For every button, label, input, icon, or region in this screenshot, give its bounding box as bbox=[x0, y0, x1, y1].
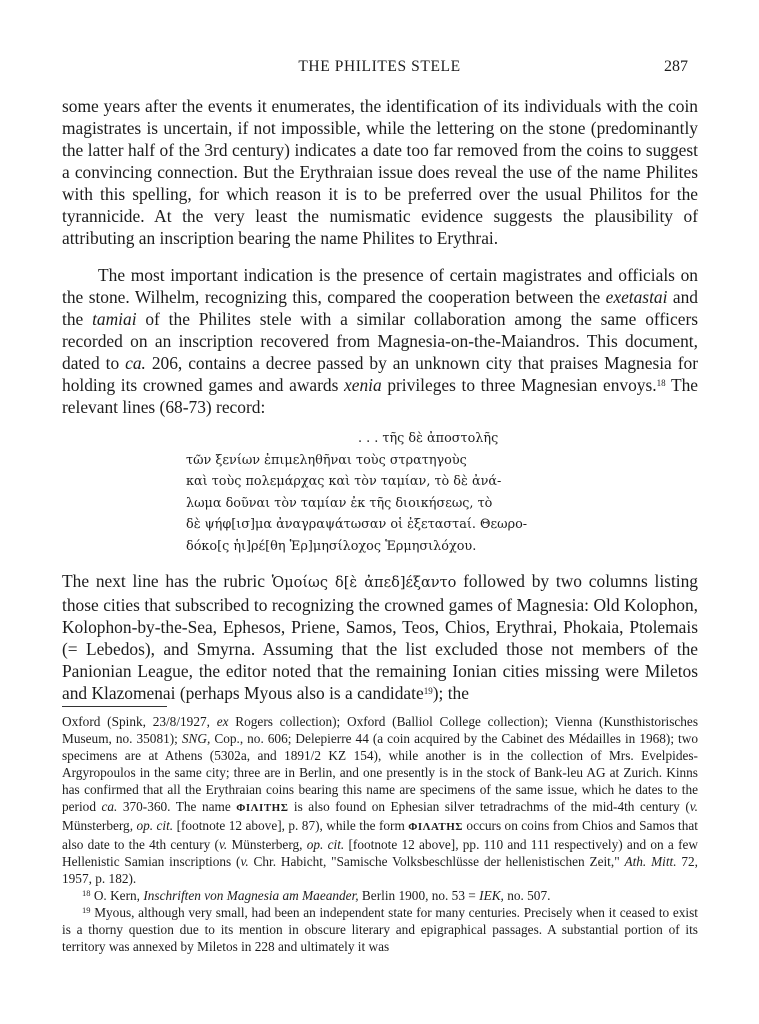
note-italic: op. cit. bbox=[306, 837, 345, 852]
paragraph-1 bbox=[62, 95, 698, 249]
note-text: Berlin 1900, no. 53 = bbox=[358, 888, 480, 903]
footnote-number: 19 bbox=[82, 905, 91, 915]
note-text: Myous, although very small, had been an independent state for many centuries. Precisely when it ceased to exist is a thorny question due to its mention in obscure literary and epigraphical passages. A substantial portion of its territory was annexed by Miletos in 228 and ultimately it was bbox=[62, 905, 698, 954]
note-text: Münsterberg, bbox=[227, 837, 307, 852]
note-italic: IEK, bbox=[479, 888, 504, 903]
footnotes bbox=[62, 713, 698, 955]
greek-inscription-quote bbox=[186, 428, 566, 557]
term-xenia: xenia bbox=[344, 375, 382, 395]
para3-text-c: ); the bbox=[432, 683, 469, 703]
quote-line: τῶν ξενίων ἐπιμεληθῆναι τοὺς στρατηγοὺς bbox=[186, 452, 467, 468]
note-text: no. 507. bbox=[503, 888, 551, 903]
note-italic: Ath. Mitt. bbox=[624, 854, 677, 869]
note-italic: op. cit. bbox=[136, 818, 174, 833]
footnote-continued bbox=[62, 713, 698, 887]
para2-text-b: and the bbox=[62, 287, 698, 329]
para2-text-d: 206, contains a decree passed by an unknown city that praises Magnesia for holding its crowned games and awards bbox=[62, 353, 698, 395]
footnote-19 bbox=[62, 904, 698, 955]
footnote-number: 18 bbox=[82, 888, 91, 898]
footnote-ref-19[interactable]: 19 bbox=[423, 686, 433, 696]
quote-line: καὶ τοὺς πολεμάρχας καὶ τὸν ταμίαν, τὸ δὲ ἀνά- bbox=[186, 474, 502, 489]
footnote-18 bbox=[62, 887, 698, 904]
note-text: Münsterberg, bbox=[62, 818, 137, 833]
paragraph-2 bbox=[62, 264, 698, 418]
para1-text: some years after the events it enumerates, the identification of its individuals with the coin magistrates is uncertain, if not impossible, while the lettering on the stone (predominantly the latter half of the 3rd century) indicates a date too far removed from the coins to suggest a convincing connection. But the Erythraian issue does reveal the use of the name Philites with this spelling, for which reason it is to be preferred over the usual Philitos for the tyrannicide. At the very least the numismatic evidence suggests the plausibility of attributing an inscription bearing the name Philites to Erythrai. bbox=[62, 96, 698, 248]
note-text: O. Kern, bbox=[90, 888, 144, 903]
page-number: 287 bbox=[664, 58, 688, 75]
note-text: occurs on coins from Chios and Samos that also date to the 4th century ( bbox=[62, 818, 698, 852]
greek-coin-legend: ΦΙΛΑΤΗΣ bbox=[408, 821, 463, 833]
paragraph-3 bbox=[62, 570, 698, 704]
term-tamiai: tamiai bbox=[92, 309, 137, 329]
note-text: [footnote 12 above], pp. 110 and 111 respectively) and on a few Hellenistic Samian inscriptions ( bbox=[62, 837, 699, 869]
para3-text-a: The next line has the rubric bbox=[62, 571, 272, 591]
quote-line: δόκο[ς ἡι]ρέ[θη Ἑρ]μησίλοχος Ἑρμησιλόχου. bbox=[186, 538, 477, 554]
note-italic: ex bbox=[216, 714, 229, 729]
quote-line: λωμα δοῦναι τὸν ταμίαν ἐκ τῆς διοικήσεως, τὸ bbox=[186, 495, 493, 511]
greek-rubric: Ὁμοίως δ[ὲ ἀπεδ]έξαντο bbox=[271, 575, 457, 591]
running-title: THE PHILITES STELE bbox=[298, 58, 461, 75]
running-header bbox=[0, 58, 759, 80]
note-italic: SNG, bbox=[181, 731, 211, 746]
note-text: Cop., no. 606; Delepierre 44 (a coin acquired by the Cabinet des Médailles in 1968); two specimens are at Athens (5302a, and 1891/2 KZ 154), while another is in the collection of Mrs. Evelpides-Argyropoulos in the same city; three are in Berlin, and one presently is in the stock of Bank-leu AG at Zurich. Kinns has confirmed that all the Erythraian coins bearing this name are specimens of the same issue, which he dates to the period bbox=[62, 731, 698, 814]
para2-text-a: The most important indication is the presence of certain magistrates and officials on the stone. Wilhelm, recognizing this, compared the cooperation between the bbox=[62, 265, 698, 307]
greek-coin-legend: ΦΙΛΙΤΗΣ bbox=[236, 802, 289, 814]
para2-text-e: privileges to three Magnesian envoys. bbox=[381, 375, 657, 395]
note-text: Chr. Habicht, "Samische Volksbeschlüsse der hellenistischen Zeit," bbox=[248, 854, 625, 869]
quote-line: δὲ ψήφ[ισ]μα ἀναγραψάτωσαν οἱ ἐξεταστaί. Θεωρο- bbox=[186, 517, 528, 532]
note-text: is also found on Ephesian silver tetradrachms of the mid-4th century ( bbox=[288, 799, 690, 814]
note-text: Oxford (Spink, 23/8/1927, bbox=[62, 714, 217, 729]
para2-text-c: of the Philites stele with a similar collaboration among the same officers recorded on an inscription recovered from Magnesia-on-the-Maiandros. This document, dated to bbox=[62, 309, 698, 373]
footnote-divider bbox=[62, 706, 167, 707]
footnote-ref-18[interactable]: 18 bbox=[656, 378, 666, 388]
note-text: 72, 1957, p. 182). bbox=[62, 854, 699, 886]
note-italic: v. bbox=[689, 799, 699, 814]
quote-line: . . . τῆς δὲ ἀποστολῆς bbox=[358, 431, 499, 446]
para3-text-b: followed by two columns listing those cities that subscribed to recognizing the crowned games of Magnesia: Old Kolophon, Kolophon-by-the-Sea, Ephesos, Priene, Samos, Teos, Chios, Erythrai, Phokaia, Ptolemais (= Lebedos), and Smyrna. Assuming that the list excluded those not members of the Panionian League, the editor noted that the remaining Ionian cities missing were Miletos and Klazomenai (perhaps Myous also is a candidate bbox=[62, 571, 698, 703]
note-italic: ca. bbox=[101, 799, 118, 814]
note-italic: Inschriften von Magnesia am Maeander, bbox=[143, 888, 359, 903]
note-text: Rogers collection); Oxford (Balliol College collection); Vienna (Kunsthistorisches Museum, no. 35081); bbox=[62, 714, 699, 746]
note-italic: v. bbox=[218, 837, 228, 852]
note-text: [footnote 12 above], p. 87), while the form bbox=[173, 818, 409, 833]
abbr-circa: ca. bbox=[125, 353, 146, 373]
para2-text-f: The relevant lines (68-73) record: bbox=[62, 375, 698, 417]
note-text: 370-360. The name bbox=[117, 799, 237, 814]
term-exetastai: exetastai bbox=[605, 287, 668, 307]
note-italic: v. bbox=[240, 854, 249, 869]
